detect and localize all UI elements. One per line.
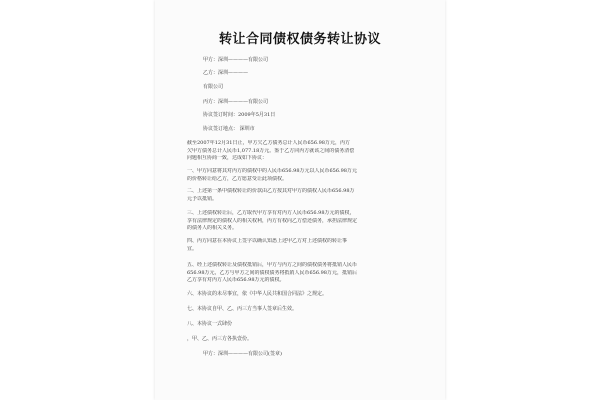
party-a-line: 甲方：深圳————有限公司 [203,57,269,63]
clause-line: 五、经上述债权转让及债权抵销后，甲方与丙方之间的债权债务将抵销人民币 [187,262,358,268]
clause-line: 一、甲方同意将其对丙方的债权中的人民币656.98万元以人民币656.98万元 [187,168,357,174]
clause-copies: ，甲、乙、丙三方各执壹份。 [187,336,253,342]
clause-4 [187,238,427,253]
party-b-line: 乙方：深圳———— [203,70,249,76]
clause-line: 的价格转让给乙方，乙方愿意受让此项债权。 [187,175,288,182]
company-line: 有限公司 [203,84,224,90]
clause-line: 四、丙方同意在本协议上签字以确认知悉上述甲乙方对上述债权的转让事 [187,238,348,244]
party-c-line: 丙方：深圳————有限公司 [203,99,269,105]
sign-time-line: 协议签订时间：2009年5月31日 [203,112,276,118]
clause-8: 八、本协议一式肆份 [187,321,233,327]
intro-line: 截至2007年12月31日止，甲方欠乙方债务总计人民币656.98万元，丙方 [187,140,350,146]
document-page [155,0,445,400]
clause-line: 656.98万元，乙方与甲方之间的债权债务将抵销人民币656.98万元，抵销后 [187,269,357,276]
clause-line: 的债务人的相关义务。 [187,225,238,231]
document-title: 转让合同债权债务转让协议 [218,32,381,47]
clause-1 [187,168,427,183]
clause-line: 乙方享有对丙方人民币656.98万元的债权。 [187,277,285,283]
intro-line: 问题相互协商一致，达成如下协议： [187,155,268,161]
clause-line: 享有法律规定的债权人的相关权利，丙方有权向乙方偿还债务，承担法律规定 [187,217,358,224]
clause-line: 三、上述债权转让后，乙方取代甲方享有对丙方人民币656.98万元的债权， [187,210,355,216]
sign-place-line: 协议签订地点： 深圳市 [203,126,255,132]
clause-line: 宜。 [187,245,198,252]
signature-line: 甲方：深圳————有限公司(签章) [203,351,282,357]
clause-2 [187,188,427,203]
clause-5 [187,262,427,285]
intro-paragraph [187,140,427,163]
clause-7: 七、本协议自甲、乙、丙三方当事人签章后生效。 [187,306,298,312]
clause-line: 二、上述第一条中债权转让的价款由乙方按其对甲方的债权人民币656.98万 [187,188,355,194]
intro-line: 欠甲方债务总计人民币1,077.18万元。鉴于乙方同丙方就该之间的债务清偿 [187,147,355,154]
clause-3 [187,210,427,233]
clause-line: 元予以抵销。 [187,195,218,202]
clause-6: 六、本协议的未尽事宜，依《中华人民共和国合同法》之规定。 [187,291,328,297]
